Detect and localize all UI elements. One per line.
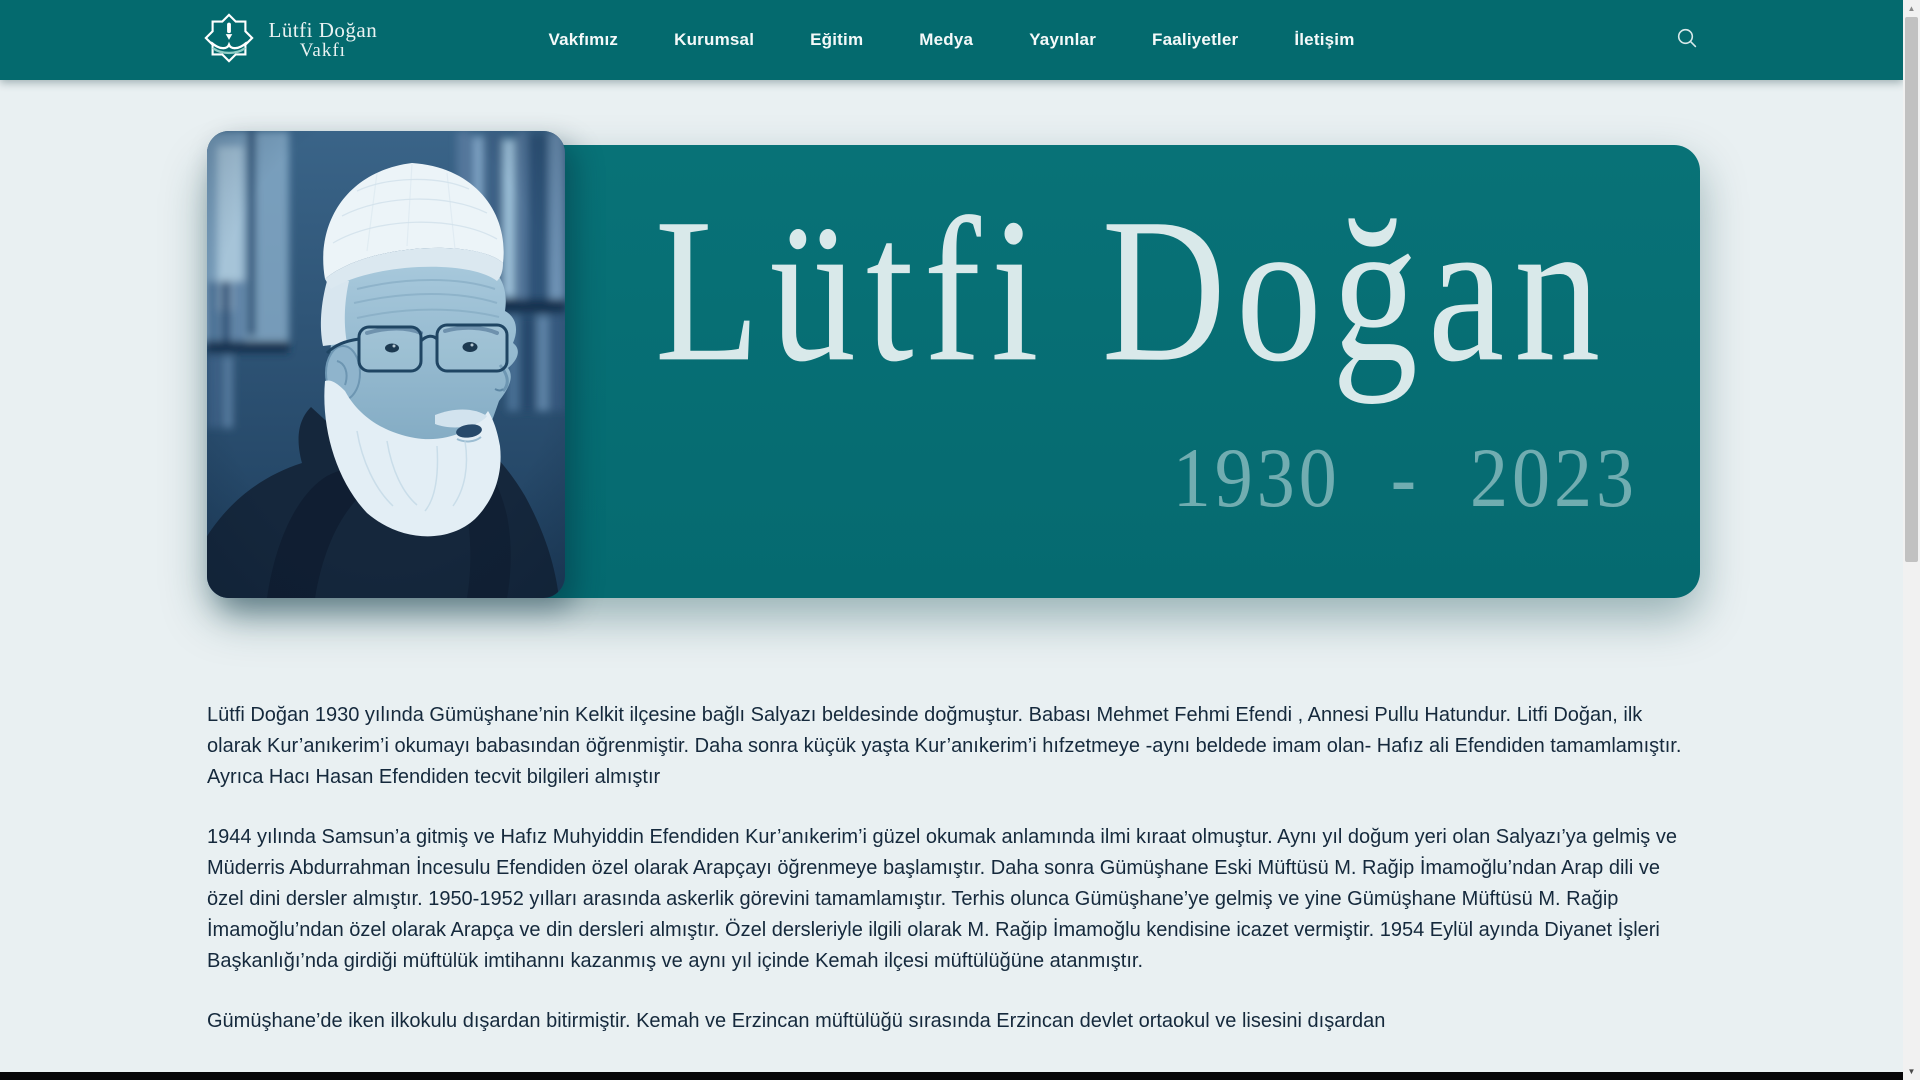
scrollbar[interactable] (1903, 0, 1920, 1080)
nav-item-medya[interactable]: Medya (919, 30, 974, 49)
next-section-edge (0, 1072, 1903, 1080)
search-button[interactable] (1672, 25, 1702, 55)
logo-line1: Lütfi Doğan (268, 18, 378, 42)
logo[interactable] (202, 11, 378, 70)
logo-star-book-pen-icon (202, 11, 256, 70)
paragraph-3: Gümüşhane’de iken ilkokulu dışardan bitirmiştir. Kemah ve Erzincan müftülüğü sırasında Erzincan devlet ortaokul ve lisesini dışardan (207, 1010, 1386, 1032)
paragraph-2: 1944 yılında Samsun’a gitmiş ve Hafız Muhyiddin Efendiden Kur’anıkerim’i güzel okumak anlamında ilmi kıraat olmuştur. Aynı yıl doğum yeri olan Salyazı’ya gelmiş ve Müderris Abdurrahman İncesulu Efendiden özel olarak Arapçayı öğrenmeye başlamıştır. Daha sonra Gümüşhane Eski Müftüsü M. Rağip İmamoğlu’ndan Arap dili ve özel dini dersler almıştır. 1950-1952 yılları arasında askerlik görevini tamamlamıştır. Terhis olunca Gümüşhane’ye gelmiş ve yine Gümüşhane Müftüsü M. Rağip İmamoğlu’ndan özel olarak Arapça ve din dersleri almıştır. Özel dersleriyle ilgili olarak M. Rağip İmamoğlu kendisine icazet vermiştir. 1954 Eylül ayında Diyanet İşleri Başkanlığı’nda girdiği müftülük imtihannı kazanmış ve aynı yıl içinde Kemah ilçesi müftülüğüne atanmıştır. (207, 826, 1677, 972)
site-header (0, 0, 1903, 80)
nav-item-vakfimiz[interactable]: Vakfımız (548, 30, 619, 49)
portrait-image (207, 131, 565, 598)
scrollbar-thumb[interactable] (1905, 17, 1918, 562)
paragraph-1: Lütfi Doğan 1930 yılında Gümüşhane’nin Kelkit ilçesine bağlı Salyazı beldesinde doğmuştur. Babası Mehmet Fehmi Efendi , Annesi Pullu Hatundur. Litfi Doğan, ilk olarak Kur’anıkerim’i okumayı babasından öğrenmiştir. Daha sonra küçük yaşta Kur’anıkerim’i hıfzetmeye -aynı beldede imam olan- Hafız ali Efendiden tamamlamıştır. Ayrıca Hacı Hasan Efendiden tecvit bilgileri almıştır (207, 704, 1682, 788)
nav-item-faaliyetler[interactable]: Faaliyetler (1152, 30, 1239, 49)
hero-text-area (565, 145, 1700, 598)
main-nav (548, 0, 1354, 80)
death-year: 2023 (1470, 430, 1638, 525)
hero-years (1173, 430, 1638, 527)
scrollbar-down-button[interactable]: ▼ (1907, 1067, 1916, 1076)
birth-year: 1930 (1172, 430, 1341, 525)
nav-item-kurumsal[interactable]: Kurumsal (674, 30, 755, 49)
years-separator: - (1390, 430, 1420, 525)
logo-text (269, 19, 378, 61)
biography-article (207, 700, 1699, 1066)
hero-banner (207, 145, 1700, 598)
logo-line2: Vakfı (299, 40, 346, 62)
scrollbar-up-button[interactable]: ▲ (1907, 4, 1916, 13)
search-icon (1675, 26, 1699, 55)
hero-title: Lütfi Doğan (654, 177, 1611, 405)
nav-item-yayinlar[interactable]: Yayınlar (1029, 30, 1097, 49)
nav-item-iletisim[interactable]: İletişim (1294, 30, 1355, 49)
nav-item-egitim[interactable]: Eğitim (810, 30, 864, 49)
